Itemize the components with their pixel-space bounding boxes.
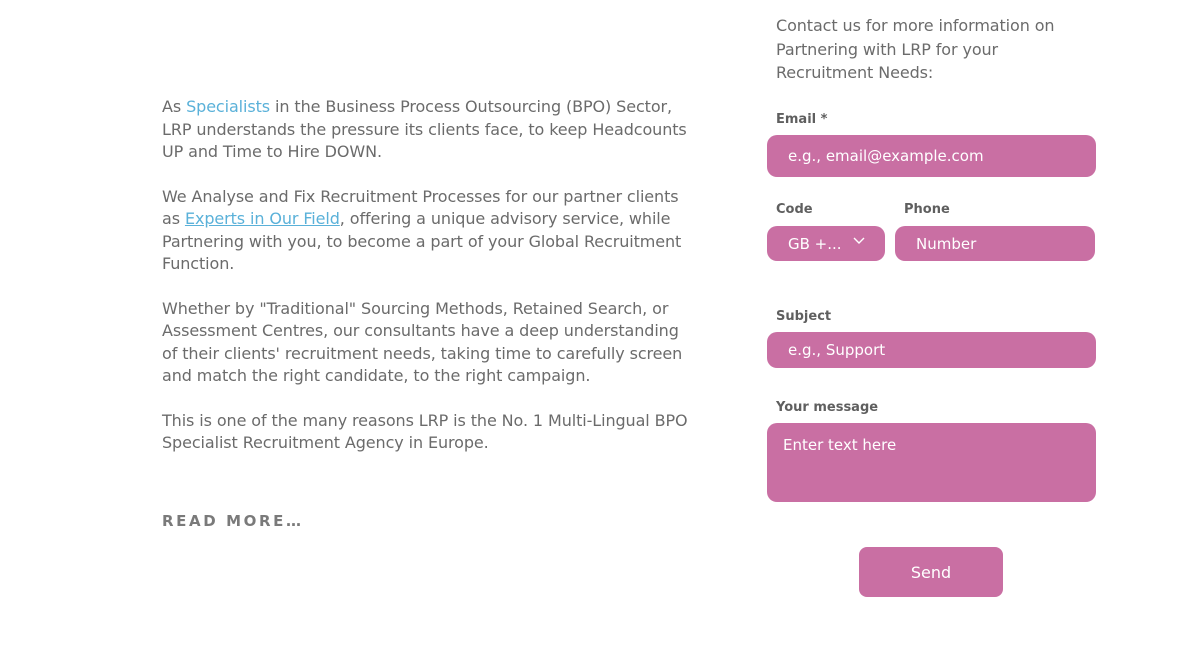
paragraph-text: , offering a unique advisory service, while Partnering with you, to become a part of your Global Recruitment Function. [162, 209, 682, 273]
chevron-down-icon [855, 239, 864, 248]
subject-label: Subject [776, 309, 832, 324]
paragraph-text: We Analyse and Fix Recruitment Processes for our partner clients as [162, 186, 679, 228]
experts-link[interactable]: Experts in Our Field [184, 209, 340, 228]
email-label: Email * [776, 112, 828, 127]
code-label: Code [776, 202, 813, 217]
paragraph-sourcing: Whether by "Traditional" Sourcing Methods, Retained Search, or Assessment Centres, our consultants have a deep understanding of their clients' recruitment needs, taking time to carefully screen and match the right candidate, to the right campaign. [162, 298, 683, 385]
email-field[interactable]: e.g., email@example.com [767, 135, 1096, 177]
country-code-value: GB +... [788, 234, 842, 253]
country-code-select[interactable] [767, 226, 885, 261]
form-intro: Contact us for more information on Partnering with LRP for your Recruitment Needs: [776, 16, 1055, 82]
message-label: Your message [776, 400, 879, 415]
paragraph-reasons: This is one of the many reasons LRP is the No. 1 Multi-Lingual BPO Specialist Recruitment Agency in Europe. [162, 410, 688, 452]
about-section [162, 96, 692, 477]
message-textarea[interactable]: Enter text here [767, 423, 1096, 502]
subject-field[interactable]: e.g., Support [767, 332, 1096, 368]
paragraph-text: in the Business Process Outsourcing (BPO) Sector, LRP understands the pressure its clients face, to keep Headcounts UP and Time to Hire DOWN. [162, 97, 687, 161]
paragraph-specialists [162, 96, 692, 164]
paragraph-experts [162, 186, 692, 276]
read-more-link[interactable]: READ MORE… [162, 512, 304, 530]
specialists-highlight: Specialists [186, 97, 271, 116]
paragraph-text: As [162, 97, 187, 116]
send-button[interactable]: Send [859, 547, 1003, 597]
phone-label: Phone [904, 202, 950, 217]
phone-field[interactable]: Number [895, 226, 1095, 261]
